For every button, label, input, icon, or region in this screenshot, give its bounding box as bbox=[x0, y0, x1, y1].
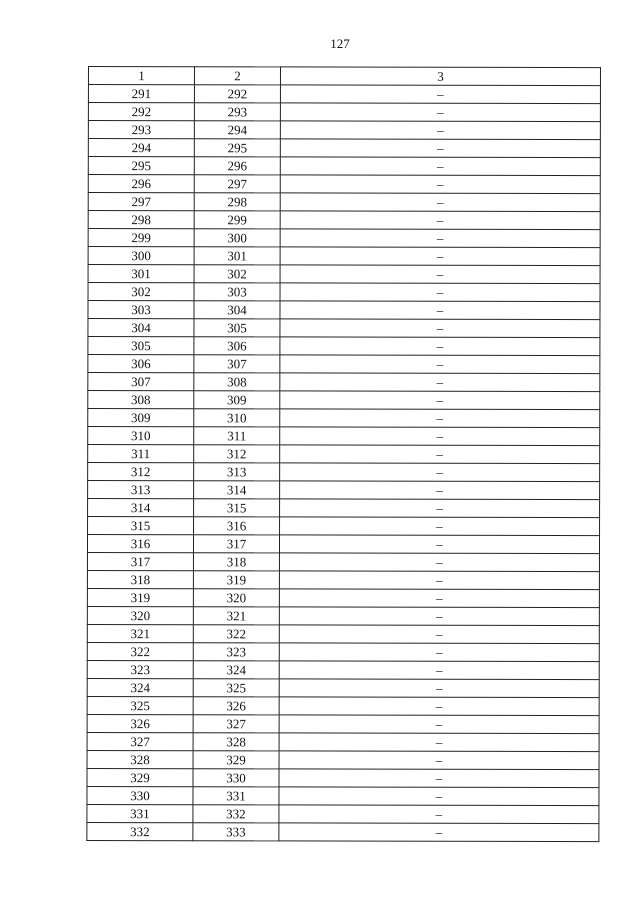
cell-col-1: 332 bbox=[87, 822, 193, 840]
table-row bbox=[88, 337, 600, 356]
cell-col-2: 303 bbox=[194, 283, 280, 301]
cell-col-3: – bbox=[280, 121, 600, 140]
cell-col-2: 299 bbox=[194, 211, 280, 229]
cell-col-3: – bbox=[279, 715, 599, 734]
table-row bbox=[88, 121, 600, 140]
cell-col-1: 291 bbox=[88, 85, 194, 103]
cell-col-3: – bbox=[280, 85, 600, 104]
cell-col-1: 302 bbox=[88, 283, 194, 301]
cell-col-2: 325 bbox=[193, 679, 279, 697]
cell-col-2: 331 bbox=[193, 787, 279, 805]
table-row bbox=[88, 445, 600, 464]
cell-col-2: 297 bbox=[194, 175, 280, 193]
table-row bbox=[88, 427, 600, 446]
cell-col-3: – bbox=[280, 481, 600, 500]
table-row bbox=[88, 409, 600, 428]
cell-col-3: – bbox=[279, 589, 599, 608]
cell-col-1: 317 bbox=[87, 553, 193, 571]
cell-col-1: 319 bbox=[87, 588, 193, 606]
table-row bbox=[87, 606, 599, 625]
cell-col-2: 305 bbox=[194, 319, 280, 337]
table-row bbox=[87, 642, 599, 661]
cell-col-1: 303 bbox=[88, 301, 194, 319]
cell-col-2: 332 bbox=[193, 805, 279, 823]
cell-col-3: – bbox=[279, 679, 599, 698]
cell-col-1: 324 bbox=[87, 678, 193, 696]
cell-col-2: 333 bbox=[193, 823, 279, 841]
cell-col-1: 306 bbox=[88, 355, 194, 373]
table-row bbox=[87, 696, 599, 715]
cell-col-2: 329 bbox=[193, 751, 279, 769]
cell-col-3: – bbox=[280, 283, 600, 302]
cell-col-1: 308 bbox=[88, 391, 194, 409]
cell-col-1: 326 bbox=[87, 714, 193, 732]
cell-col-1: 293 bbox=[88, 121, 194, 139]
cell-col-3: – bbox=[280, 247, 600, 266]
cell-col-1: 321 bbox=[87, 624, 193, 642]
table-row bbox=[87, 624, 599, 643]
table-row bbox=[88, 319, 600, 338]
cell-col-2: 319 bbox=[193, 571, 279, 589]
cell-col-3: – bbox=[279, 805, 599, 824]
table-row bbox=[88, 283, 600, 302]
cell-col-2: 311 bbox=[194, 427, 280, 445]
table-row bbox=[87, 588, 599, 607]
cell-col-3: – bbox=[280, 409, 600, 428]
cell-col-2: 306 bbox=[194, 337, 280, 355]
cell-col-3: – bbox=[280, 337, 600, 356]
cell-col-1: 298 bbox=[88, 211, 194, 229]
cell-col-3: – bbox=[279, 787, 599, 806]
cell-col-1: 329 bbox=[87, 768, 193, 786]
data-table bbox=[86, 66, 601, 842]
table-row bbox=[88, 355, 600, 374]
cell-col-2: 314 bbox=[194, 481, 280, 499]
cell-col-2: 308 bbox=[194, 373, 280, 391]
cell-col-2: 310 bbox=[194, 409, 280, 427]
cell-col-1: 294 bbox=[88, 139, 194, 157]
cell-col-1: 299 bbox=[88, 229, 194, 247]
cell-col-1: 305 bbox=[88, 337, 194, 355]
table-row bbox=[88, 481, 600, 500]
cell-col-2: 317 bbox=[193, 535, 279, 553]
cell-col-2: 324 bbox=[193, 661, 279, 679]
cell-col-3: – bbox=[280, 211, 600, 230]
cell-col-2: 292 bbox=[194, 85, 280, 103]
cell-col-3: – bbox=[280, 175, 600, 194]
table-row bbox=[88, 463, 600, 482]
table-row bbox=[88, 193, 600, 212]
cell-col-3: – bbox=[280, 157, 600, 176]
cell-col-3: – bbox=[279, 607, 599, 626]
table-row bbox=[88, 175, 600, 194]
cell-col-2: 326 bbox=[193, 697, 279, 715]
cell-col-3: – bbox=[280, 301, 600, 320]
table-row bbox=[87, 822, 599, 841]
table-row bbox=[88, 373, 600, 392]
cell-col-1: 322 bbox=[87, 642, 193, 660]
cell-col-3: – bbox=[279, 535, 599, 554]
cell-col-3: – bbox=[279, 823, 599, 842]
cell-col-2: 296 bbox=[194, 157, 280, 175]
table-row bbox=[88, 391, 600, 410]
cell-col-1: 315 bbox=[88, 517, 194, 535]
table-row bbox=[87, 750, 599, 769]
cell-col-3: – bbox=[280, 103, 600, 122]
cell-col-1: 314 bbox=[88, 499, 194, 517]
page-number: 127 bbox=[330, 36, 350, 51]
cell-col-2: 294 bbox=[194, 121, 280, 139]
cell-col-3: – bbox=[279, 733, 599, 752]
cell-col-1: 316 bbox=[87, 535, 193, 553]
cell-col-3: – bbox=[280, 193, 600, 212]
cell-col-1: 309 bbox=[88, 409, 194, 427]
cell-col-1: 312 bbox=[88, 463, 194, 481]
cell-col-1: 297 bbox=[88, 193, 194, 211]
cell-col-3: – bbox=[280, 265, 600, 284]
cell-col-2: 312 bbox=[194, 445, 280, 463]
cell-col-2: 323 bbox=[193, 643, 279, 661]
cell-col-3: – bbox=[279, 553, 599, 572]
cell-col-1: 292 bbox=[88, 103, 194, 121]
cell-col-1: 300 bbox=[88, 247, 194, 265]
cell-col-2: 322 bbox=[193, 625, 279, 643]
cell-col-2: 330 bbox=[193, 769, 279, 787]
cell-col-2: 307 bbox=[194, 355, 280, 373]
cell-col-2: 302 bbox=[194, 265, 280, 283]
cell-col-1: 328 bbox=[87, 750, 193, 768]
cell-col-1: 327 bbox=[87, 732, 193, 750]
cell-col-2: 315 bbox=[194, 499, 280, 517]
cell-col-3: – bbox=[280, 391, 600, 410]
cell-col-1: 311 bbox=[88, 445, 194, 463]
cell-col-3: – bbox=[280, 319, 600, 338]
cell-col-1: 330 bbox=[87, 786, 193, 804]
cell-col-3: – bbox=[280, 445, 600, 464]
cell-col-2: 320 bbox=[193, 589, 279, 607]
cell-col-2: 328 bbox=[193, 733, 279, 751]
cell-col-3: – bbox=[280, 139, 600, 158]
cell-col-1: 304 bbox=[88, 319, 194, 337]
cell-col-2: 316 bbox=[194, 517, 280, 535]
column-header-3: 3 bbox=[280, 67, 600, 86]
cell-col-1: 323 bbox=[87, 660, 193, 678]
table-row bbox=[87, 535, 599, 554]
table-row bbox=[87, 553, 599, 572]
table-row bbox=[87, 660, 599, 679]
table-row bbox=[88, 229, 600, 248]
cell-col-3: – bbox=[280, 355, 600, 374]
table-row bbox=[87, 804, 599, 823]
cell-col-3: – bbox=[279, 625, 599, 644]
cell-col-3: – bbox=[279, 697, 599, 716]
table-row bbox=[88, 157, 600, 176]
cell-col-1: 318 bbox=[87, 570, 193, 588]
cell-col-1: 307 bbox=[88, 373, 194, 391]
table-row bbox=[88, 499, 600, 518]
table-row bbox=[87, 768, 599, 787]
table-row bbox=[88, 517, 600, 536]
table-row bbox=[88, 103, 600, 122]
table-row bbox=[87, 786, 599, 805]
table-row bbox=[88, 85, 600, 104]
cell-col-3: – bbox=[280, 229, 600, 248]
cell-col-3: – bbox=[279, 661, 599, 680]
cell-col-3: – bbox=[279, 769, 599, 788]
cell-col-2: 293 bbox=[194, 103, 280, 121]
table-body bbox=[87, 85, 601, 842]
cell-col-3: – bbox=[279, 751, 599, 770]
cell-col-1: 301 bbox=[88, 265, 194, 283]
table-row bbox=[87, 570, 599, 589]
table-row bbox=[87, 714, 599, 733]
cell-col-2: 300 bbox=[194, 229, 280, 247]
cell-col-2: 298 bbox=[194, 193, 280, 211]
cell-col-3: – bbox=[280, 499, 600, 518]
table-row bbox=[87, 678, 599, 697]
table-row bbox=[88, 247, 600, 266]
cell-col-2: 309 bbox=[194, 391, 280, 409]
cell-col-2: 313 bbox=[194, 463, 280, 481]
cell-col-1: 320 bbox=[87, 606, 193, 624]
cell-col-3: – bbox=[280, 517, 600, 536]
cell-col-1: 296 bbox=[88, 175, 194, 193]
table-row bbox=[88, 139, 600, 158]
table-row bbox=[88, 301, 600, 320]
cell-col-3: – bbox=[280, 373, 600, 392]
cell-col-1: 313 bbox=[88, 481, 194, 499]
table-header-row bbox=[88, 67, 600, 86]
cell-col-3: – bbox=[280, 463, 600, 482]
column-header-2: 2 bbox=[194, 67, 280, 85]
cell-col-1: 331 bbox=[87, 804, 193, 822]
cell-col-3: – bbox=[280, 427, 600, 446]
table-row bbox=[88, 265, 600, 284]
cell-col-2: 301 bbox=[194, 247, 280, 265]
column-header-1: 1 bbox=[88, 67, 194, 85]
table-row bbox=[88, 211, 600, 230]
cell-col-1: 310 bbox=[88, 427, 194, 445]
table-row bbox=[87, 732, 599, 751]
cell-col-2: 327 bbox=[193, 715, 279, 733]
cell-col-2: 295 bbox=[194, 139, 280, 157]
cell-col-1: 325 bbox=[87, 696, 193, 714]
cell-col-3: – bbox=[279, 571, 599, 590]
cell-col-1: 295 bbox=[88, 157, 194, 175]
cell-col-3: – bbox=[279, 643, 599, 662]
cell-col-2: 304 bbox=[194, 301, 280, 319]
cell-col-2: 321 bbox=[193, 607, 279, 625]
cell-col-2: 318 bbox=[193, 553, 279, 571]
